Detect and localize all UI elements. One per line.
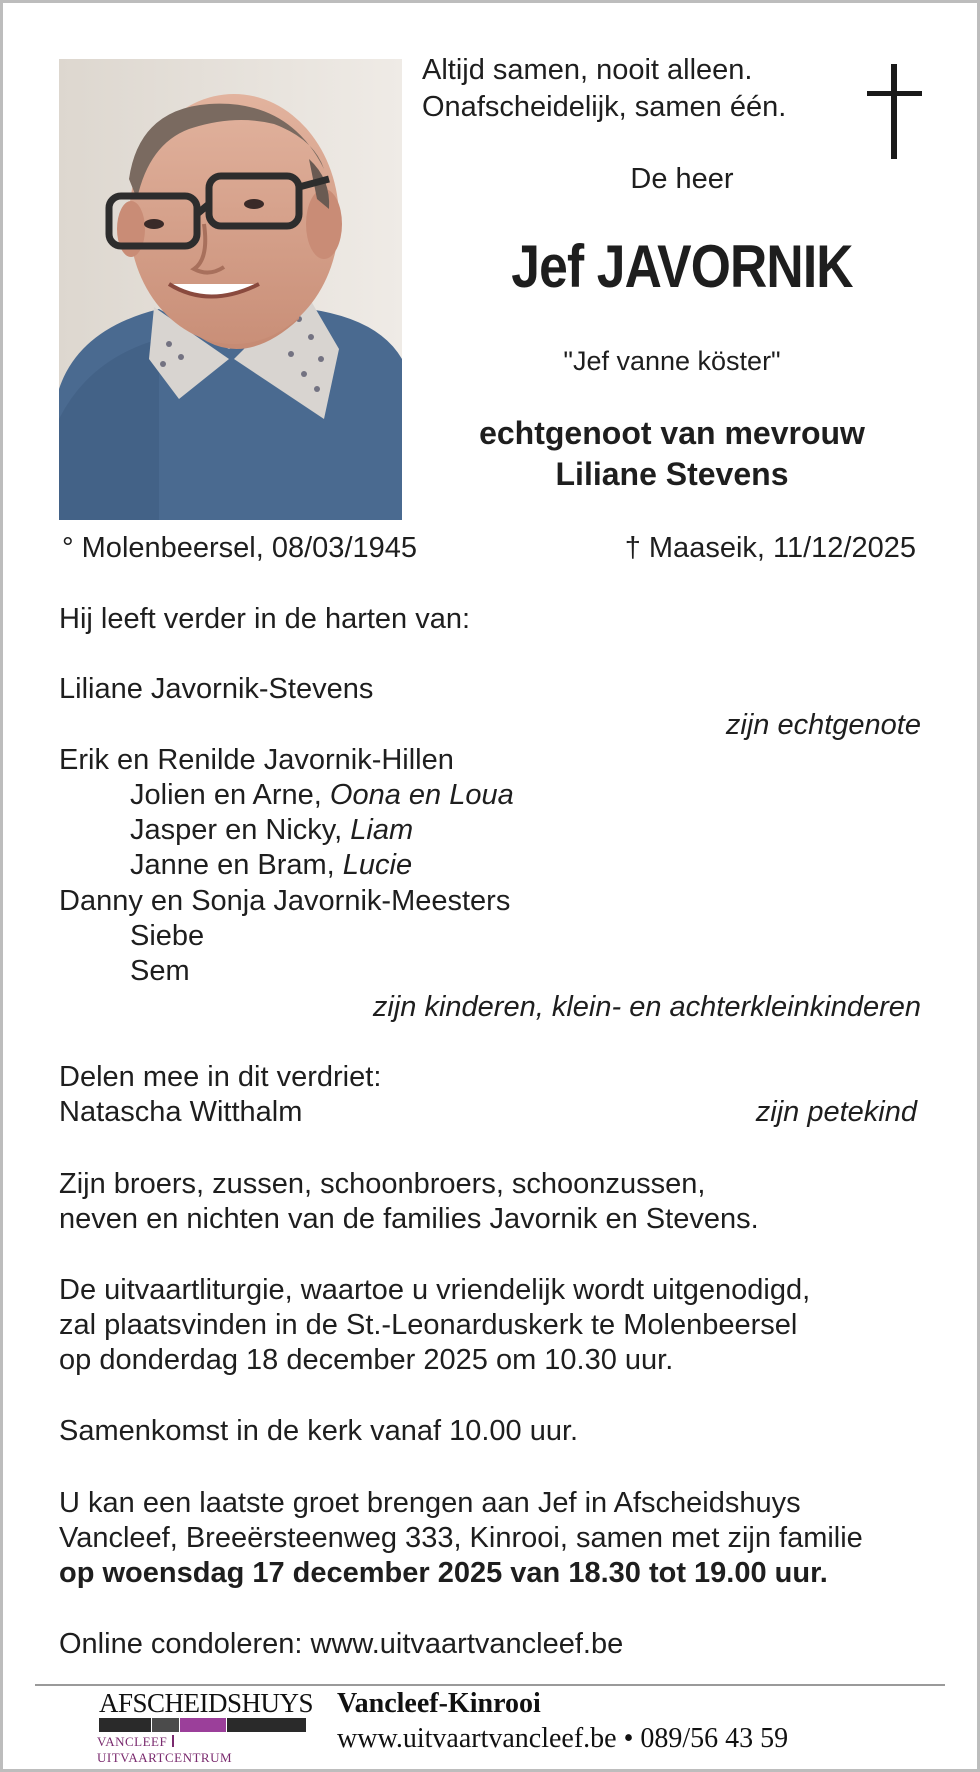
liturgy-line-2: zal plaatsvinden in de St.-Leonarduskerk te Molenbeersel [59, 1309, 798, 1341]
footer-divider [35, 1684, 945, 1686]
relatives-line-1: Zijn broers, zussen, schoonbroers, schoonzussen, [59, 1168, 706, 1200]
list-item: Jasper en Nicky, Liam [130, 814, 414, 846]
list-item: Janne en Bram, Lucie [130, 849, 413, 881]
gathering-text: Samenkomst in de kerk vanaf 10.00 uur. [59, 1415, 579, 1447]
farewell-date: op woensdag 17 december 2025 van 18.30 tot 19.00 uur. [59, 1557, 828, 1589]
death-date: † Maaseik, 11/12/2025 [624, 532, 916, 564]
online-condolence: Online condoleren: www.uitvaartvancleef.be [59, 1628, 624, 1660]
list-item: Sem [130, 955, 190, 987]
birth-date: ° Molenbeersel, 08/03/1945 [62, 532, 418, 564]
children-role: zijn kinderen, klein- en achterkleinkinderen [372, 991, 921, 1023]
family-intro: Hij leeft verder in de harten van: [59, 603, 471, 635]
list-item: Erik en Renilde Javornik-Hillen [59, 744, 454, 776]
farewell-line-2: Vancleef, Breeërsteenweg 333, Kinrooi, samen met zijn familie [59, 1522, 863, 1554]
relatives-line-2: neven en nichten van de families Javornik en Stevens. [59, 1203, 759, 1235]
godchild-name: Natascha Witthalm [59, 1096, 303, 1128]
spouse-name: Liliane Javornik-Stevens [59, 673, 374, 705]
farewell-line-1: U kan een laatste groet brengen aan Jef in Afscheidshuys [59, 1487, 801, 1519]
company-contact: www.uitvaartvancleef.be • 089/56 43 59 [337, 1723, 789, 1754]
company-logo-subtitle: VANCLEEFUITVAARTCENTRUM [97, 1734, 233, 1765]
title-prefix: De heer [630, 163, 734, 195]
nickname: "Jef vanne köster" [563, 346, 781, 376]
company-name: Vancleef-Kinrooi [337, 1688, 541, 1719]
list-item: Danny en Sonja Javornik-Meesters [59, 885, 511, 917]
spouse-line-1: echtgenoot van mevrouw [479, 415, 865, 451]
share-intro: Delen mee in dit verdriet: [59, 1061, 382, 1093]
liturgy-line-3: op donderdag 18 december 2025 om 10.30 uur. [59, 1344, 674, 1376]
spouse-role: zijn echtgenote [725, 709, 921, 741]
quote-line-2: Onafscheidelijk, samen één. [422, 91, 787, 123]
portrait-photo [59, 59, 402, 520]
spouse-line-2: Liliane Stevens [555, 456, 789, 492]
list-item: Jolien en Arne, Oona en Loua [130, 779, 514, 811]
godchild-role: zijn petekind [755, 1096, 917, 1128]
company-logo-title: AFSCHEIDSHUYS [99, 1688, 314, 1718]
list-item: Siebe [130, 920, 205, 952]
deceased-name: Jef JAVORNIK [511, 233, 853, 300]
liturgy-line-1: De uitvaartliturgie, waartoe u vriendelijk wordt uitgenodigd, [59, 1274, 811, 1306]
quote-line-1: Altijd samen, nooit alleen. [422, 54, 753, 86]
